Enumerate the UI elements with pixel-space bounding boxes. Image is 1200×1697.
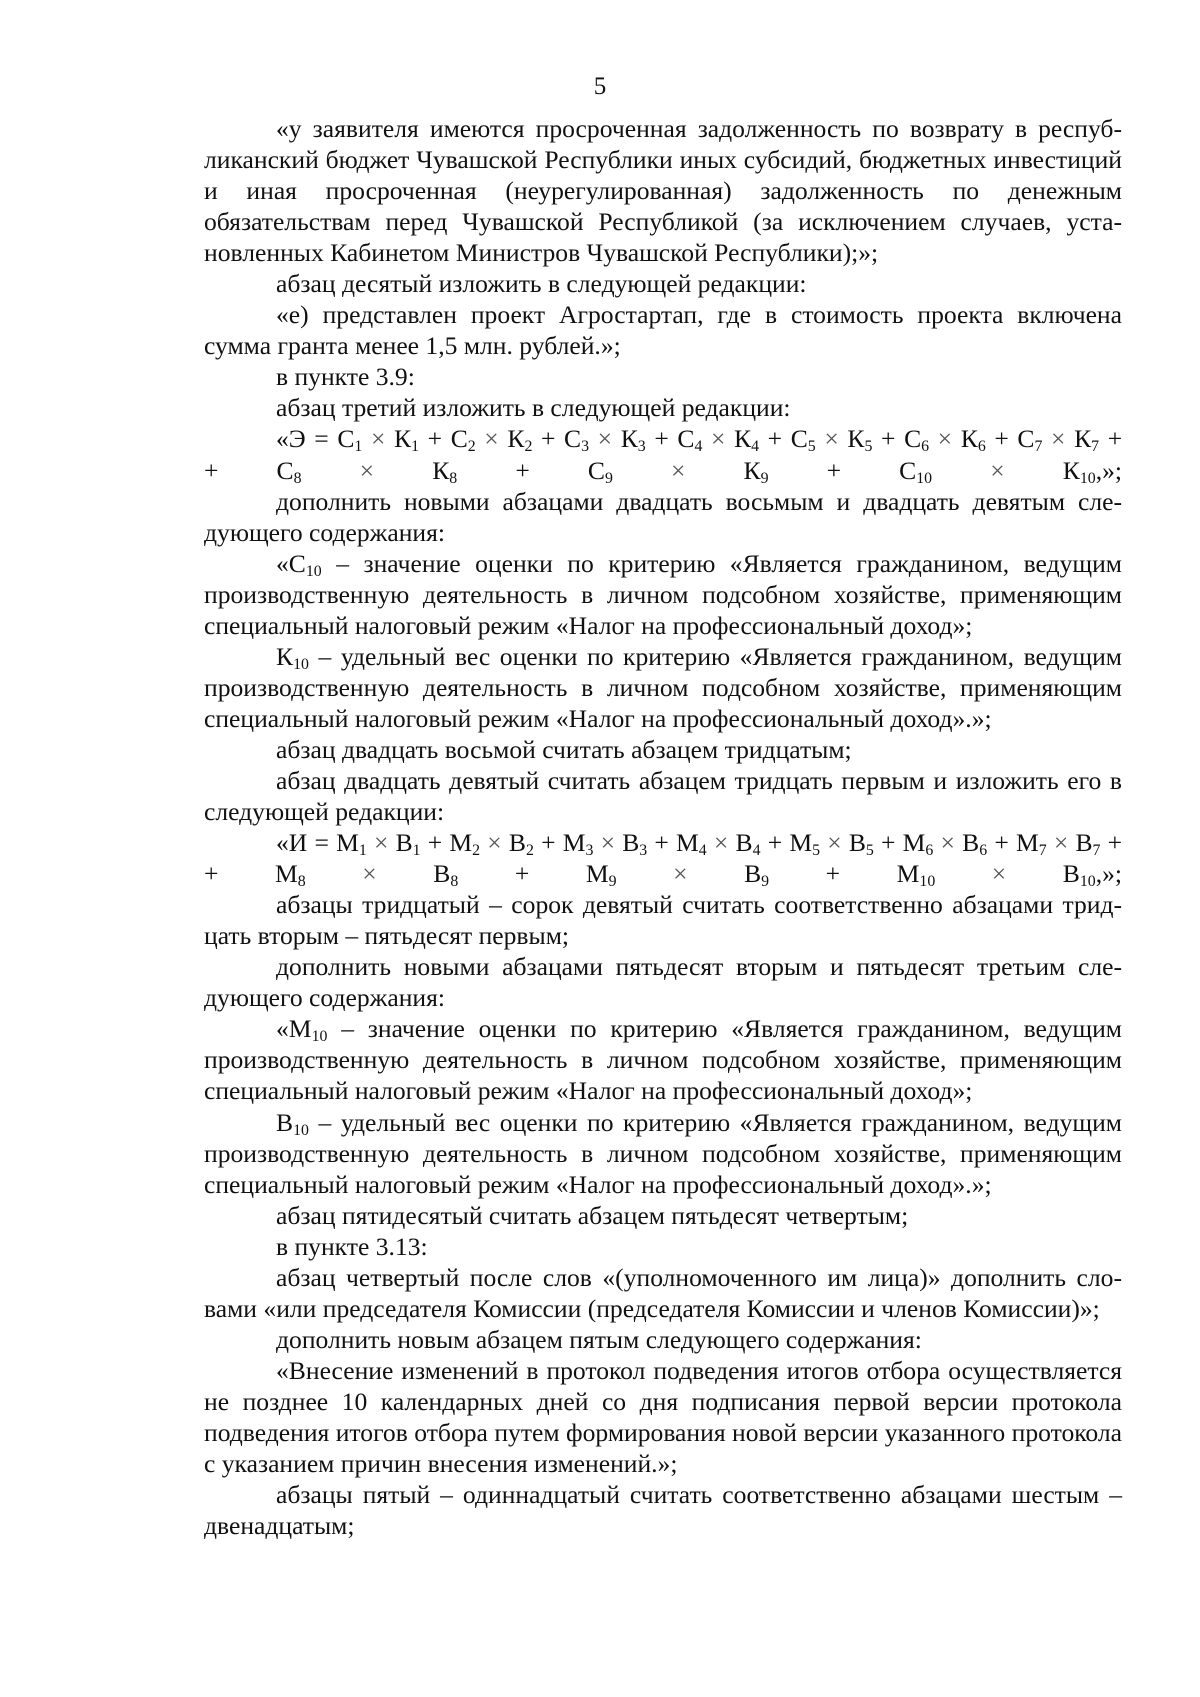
weight-index: 4 — [751, 438, 760, 456]
multiply-sign: × — [1046, 828, 1076, 858]
weight-index: 10 — [1079, 469, 1096, 487]
coefficient-index: 10 — [916, 469, 933, 487]
weight: В — [433, 859, 451, 889]
multiply-sign: × — [820, 828, 849, 858]
weight-index: 4 — [752, 842, 761, 860]
definition-m10: «$М_{10}$ – значение оценки по критерию «Является гражданином, ведущим производственную деятельность в личном подсобном хозяйстве, применяющим специальный налоговый режим «Налог на профессиональный доход»; — [204, 1014, 1122, 1106]
weight: В — [508, 828, 526, 858]
multiply-sign: × — [475, 424, 508, 454]
coefficient: С — [899, 455, 917, 485]
formula-term — [450, 424, 533, 456]
coefficient: М — [902, 828, 926, 858]
weight-index: 9 — [760, 469, 769, 487]
multiply-sign: × — [935, 859, 1063, 889]
formula-term — [1015, 828, 1101, 860]
coefficient-index: 5 — [812, 842, 821, 860]
formula-term — [899, 456, 1096, 485]
weight: К — [960, 424, 978, 454]
coefficient: М — [1015, 828, 1039, 858]
formula-term — [585, 859, 770, 891]
coefficient: М — [896, 859, 920, 889]
weight: К — [432, 455, 450, 485]
weight-index: 6 — [979, 842, 988, 860]
weight: К — [1074, 424, 1092, 454]
weight: В — [395, 828, 413, 858]
definition-k10: $К_{10}$ – удельный вес оценки по критерию «Является гражданином, ведущим производственную деятельность в личном подсобном хозяйстве, применяющим специальный налоговый режим «Налог на профессиональный доход».»; — [204, 641, 1122, 733]
weight-index: 3 — [639, 842, 648, 860]
coefficient-index: 7 — [1034, 438, 1043, 456]
symbol-k10: $К_{10}$ — [276, 641, 309, 673]
paragraph: в пункте 3.9: — [276, 362, 415, 392]
formula-line: + $С_8 \times К_8 + С_9 \times К_9 + С_{10} \times К_{10}$,»; — [204, 455, 1122, 487]
formula-term — [677, 424, 760, 456]
weight-index: 1 — [412, 842, 421, 860]
weight-index: 3 — [637, 438, 646, 456]
coefficient: С — [587, 455, 605, 485]
definition-c10: «$С_{10}$ – значение оценки по критерию «Является гражданином, ведущим производственную деятельность в личном подсобном хозяйстве, применяющим специальный налоговый режим «Налог на профессиональный доход»; — [204, 548, 1122, 640]
formula-term — [676, 828, 761, 860]
weight-index: 9 — [761, 873, 770, 891]
weight-index: 2 — [525, 842, 534, 860]
multiply-sign: × — [593, 828, 623, 858]
symbol-m10: «$М_{10}$ — [276, 1014, 328, 1046]
multiply-sign: × — [706, 828, 736, 858]
formula-term — [564, 424, 646, 456]
weight: В — [962, 828, 980, 858]
weight: В — [848, 828, 866, 858]
multiply-sign: × — [815, 424, 848, 454]
formula-term — [449, 828, 534, 860]
multiply-sign: × — [933, 828, 963, 858]
multiply-sign: × — [589, 424, 621, 454]
weight-index: 5 — [864, 438, 873, 456]
weight: В — [622, 828, 640, 858]
formula-term — [902, 828, 988, 860]
weight-index: 6 — [977, 438, 986, 456]
symbol-c10: «$С_{10}$ — [276, 548, 322, 580]
formula-term — [896, 859, 1096, 891]
coefficient: М — [449, 828, 473, 858]
paragraph: абзац десятый изложить в следующей редакции: — [276, 269, 807, 299]
weight: В — [744, 859, 762, 889]
paragraph: абзацы пятый – одиннадцатый считать соответственно абзацами шестым – двенадцатым; — [204, 1480, 1122, 1541]
paragraph: дополнить новыми абзацами двадцать восьмым и двадцать девятым следующего содержания: — [204, 486, 1122, 547]
paragraph: абзац двадцать восьмой считать абзацем тридцатым; — [276, 734, 852, 764]
symbol-b10: $В_{10}$ — [276, 1107, 309, 1139]
formula-line: + $М_8 \times В_8 + М_9 \times В_9 + М_{10} \times В_{10}$,»; — [204, 859, 1123, 891]
paragraph: дополнить новыми абзацами пятьдесят вторым и пятьдесят третьим следующего содержания: — [204, 952, 1122, 1013]
coefficient: С — [564, 424, 582, 454]
formula-line: «$Э = С_1 \times К_1 + С_2 \times К_2 + С_3 \times К_3 + С_4 \times К_4 + С_5 \times К_5 + С_6 \times К_6 + С_7 \times К_7$ + — [276, 424, 1123, 456]
coefficient: С — [1017, 424, 1035, 454]
paragraph: абзац четвертый после слов «(уполномоченного им лица)» дополнить словами «или председателя Комиссии (председателя Комиссии и членов Комиссии)»; — [204, 1262, 1122, 1323]
weight: К — [734, 424, 752, 454]
formula-term — [275, 859, 459, 891]
multiply-sign: × — [932, 455, 1063, 485]
weight: К — [620, 424, 638, 454]
coefficient-index: 1 — [358, 842, 367, 860]
coefficient-index: 6 — [921, 438, 930, 456]
coefficient: С — [450, 424, 468, 454]
formula-term — [337, 424, 420, 456]
coefficient: С — [337, 424, 355, 454]
coefficient: М — [789, 828, 813, 858]
coefficient: С — [904, 424, 922, 454]
paragraph: абзац двадцать девятый считать абзацем тридцать первым и изложить его в следующей редакции: — [204, 765, 1122, 827]
multiply-sign: × — [702, 424, 735, 454]
coefficient-index: 8 — [297, 873, 306, 891]
multiply-sign: × — [480, 828, 509, 858]
weight: В — [1062, 859, 1080, 889]
coefficient-index: 3 — [585, 842, 594, 860]
formula-term — [588, 456, 769, 485]
paragraph: абзацы тридцатый – сорок девятый считать соответственно абзацами тридцать вторым – пятьдесят первым; — [204, 890, 1122, 951]
coefficient: С — [677, 424, 695, 454]
weight-index: 10 — [1079, 873, 1096, 891]
coefficient-index: 3 — [581, 438, 590, 456]
page-number: 5 — [593, 73, 607, 100]
coefficient-index: 10 — [919, 873, 936, 891]
coefficient-index: 8 — [293, 469, 302, 487]
weight: К — [743, 455, 761, 485]
weight-index: 5 — [865, 842, 874, 860]
weight: К — [847, 424, 865, 454]
coefficient-index: 9 — [604, 469, 613, 487]
multiply-sign: × — [301, 455, 433, 485]
weight: К — [507, 424, 525, 454]
weight: К — [1062, 455, 1080, 485]
formula-term — [904, 424, 986, 456]
coefficient: М — [562, 828, 586, 858]
coefficient: М — [336, 828, 359, 858]
coefficient-index: 7 — [1038, 842, 1047, 860]
multiply-sign: × — [929, 424, 961, 454]
formula-i — [204, 827, 1122, 889]
coefficient-index: 6 — [925, 842, 934, 860]
weight: В — [735, 828, 753, 858]
formula-term — [789, 828, 874, 860]
paragraph: «е) представлен проект Агростартап, где в стоимость проекта включена сумма гранта менее 1,5 млн. рублей.»; — [204, 300, 1122, 361]
weight-index: 1 — [411, 438, 420, 456]
paragraph: абзац третий изложить в следующей редакции: — [276, 393, 791, 423]
coefficient: М — [585, 859, 609, 889]
coefficient-index: 9 — [608, 873, 617, 891]
weight-index: 2 — [524, 438, 533, 456]
weight-index: 8 — [449, 469, 458, 487]
paragraph: в пункте 3.13: — [276, 1231, 428, 1261]
formula-term — [277, 456, 458, 485]
multiply-sign: × — [305, 859, 434, 889]
weight-index: 7 — [1092, 842, 1101, 860]
document-body — [204, 113, 1122, 1541]
formula-line: «$И = М_1 \times В_1 + М_2 \times В_2 + М_3 \times В_3 + М_4 \times В_4 + М_5 \times В_5 + М_6 \times В_6 + М_7 \times В_7$ + — [276, 828, 1123, 860]
multiply-sign: × — [612, 455, 744, 485]
weight-index: 8 — [450, 873, 459, 891]
coefficient-index: 1 — [354, 438, 363, 456]
paragraph: абзац пятидесятый считать абзацем пятьдесят четвертым; — [276, 1200, 909, 1230]
multiply-sign: × — [616, 859, 745, 889]
paragraph: дополнить новым абзацем пятым следующего содержания: — [276, 1324, 922, 1354]
coefficient: С — [276, 455, 294, 485]
coefficient-index: 5 — [807, 438, 816, 456]
formula-e — [204, 423, 1122, 485]
multiply-sign: × — [362, 424, 395, 454]
weight-index: 7 — [1091, 438, 1100, 456]
coefficient-index: 2 — [467, 438, 476, 456]
formula-term — [1017, 424, 1100, 456]
coefficient: М — [275, 859, 298, 889]
formula-term — [336, 828, 421, 860]
paragraph: «Внесение изменений в протокол подведения итогов отбора осуществляется не позднее 10 календарных дней со дня подписания первой версии протокола подведения итогов отбора путем формирования новой версии указанного протокола с указанием причин внесения изменений.»; — [204, 1355, 1122, 1479]
coefficient-index: 4 — [698, 842, 707, 860]
coefficient: М — [676, 828, 699, 858]
weight: К — [394, 424, 412, 454]
multiply-sign: × — [1042, 424, 1075, 454]
definition-b10: $В_{10}$ – удельный вес оценки по критерию «Является гражданином, ведущим производственную деятельность в личном подсобном хозяйстве, применяющим специальный налоговый режим «Налог на профессиональный доход».»; — [204, 1107, 1122, 1199]
formula-term — [562, 828, 648, 860]
formula-term — [790, 424, 873, 456]
coefficient: С — [790, 424, 808, 454]
multiply-sign: × — [366, 828, 396, 858]
coefficient-index: 4 — [694, 438, 703, 456]
paragraph: «у заявителя имеются просроченная задолженность по возврату в республиканский бюджет Чувашской Республики иных субсидий, бюджетных инвестиций и иная просроченная (неурегулированная) задолженность по денежным обязательствам перед Чувашской Республикой (за исключением случаев, установленных Кабинетом Министров Чувашской Республики);»; — [204, 114, 1122, 268]
coefficient-index: 2 — [472, 842, 481, 860]
weight: В — [1075, 828, 1093, 858]
